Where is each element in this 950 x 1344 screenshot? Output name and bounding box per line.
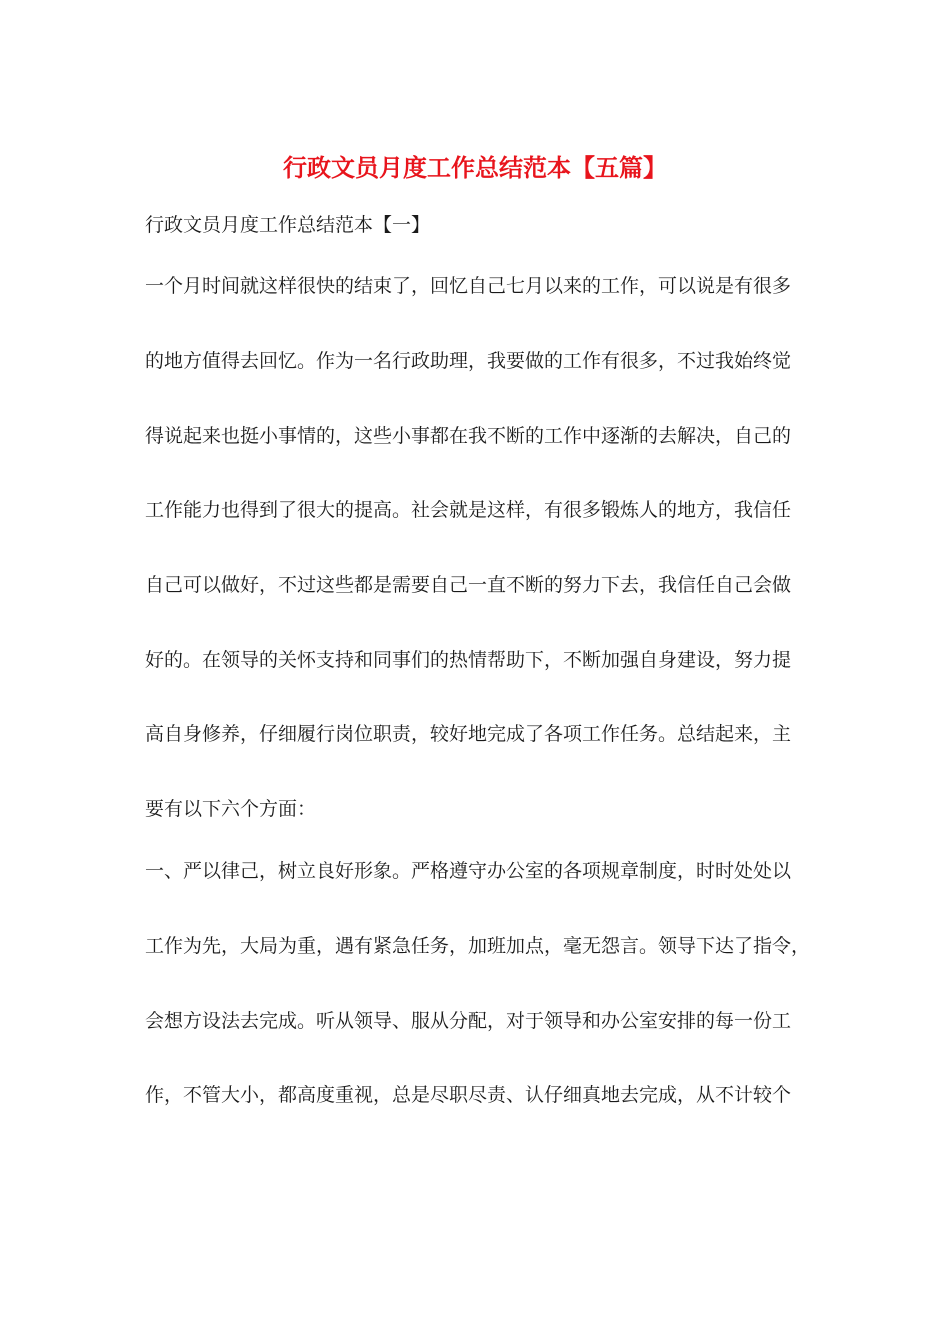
body-line: 工作能力也得到了很大的提高。社会就是这样，有很多锻炼人的地方，我信任 bbox=[145, 499, 792, 521]
body-line: 作，不管大小，都高度重视，总是尽职尽责、认仔细真地去完成，从不计较个 bbox=[145, 1084, 792, 1106]
body-line: 得说起来也挺小事情的，这些小事都在我不断的工作中逐渐的去解决，自己的 bbox=[145, 425, 792, 447]
body-line: 要有以下六个方面： bbox=[145, 798, 317, 820]
body-line: 一个月时间就这样很快的结束了，回忆自己七月以来的工作，可以说是有很多 bbox=[145, 275, 792, 297]
body-line: 自己可以做好，不过这些都是需要自己一直不断的努力下去，我信任自己会做 bbox=[145, 574, 792, 596]
body-line: 会想方设法去完成。听从领导、服从分配，对于领导和办公室安排的每一份工 bbox=[145, 1010, 792, 1032]
body-line: 一、严以律己，树立良好形象。严格遵守办公室的各项规章制度，时时处处以 bbox=[145, 860, 792, 882]
section-subtitle: 行政文员月度工作总结范本【一】 bbox=[145, 214, 431, 236]
body-line: 高自身修养，仔细履行岗位职责，较好地完成了各项工作任务。总结起来，主 bbox=[145, 723, 792, 745]
body-line: 工作为先，大局为重，遇有紧急任务，加班加点，毫无怨言。领导下达了指令， bbox=[145, 935, 811, 957]
document-title: 行政文员月度工作总结范本【五篇】 bbox=[283, 153, 667, 182]
body-line: 的地方值得去回忆。作为一名行政助理，我要做的工作有很多，不过我始终觉 bbox=[145, 350, 792, 372]
body-line: 好的。在领导的关怀支持和同事们的热情帮助下，不断加强自身建设，努力提 bbox=[145, 649, 792, 671]
